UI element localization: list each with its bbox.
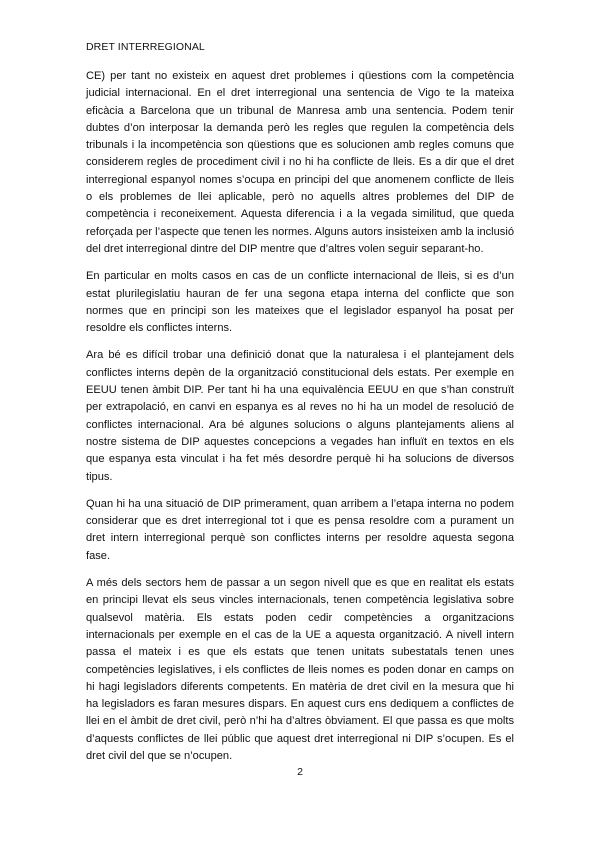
paragraph-5: A més dels sectors hem de passar a un segon nivell que es que en realitat els estats en principi llevat els seus vincles internacionals, tenen competència legislativa sobre qualsevol matèria. Els estats poden cedir competències a organitzacions internacionals per exemple en el cas de la UE a aquesta organització. A nivell intern passa el mateix i es que els estats que tenen unitats subestatals tenen unes competències legislatives, i els conflictes de lleis nomes es poden donar en camps on hi hagi legisladors diferents competents. En matèria de dret civil en la mesura que hi ha legisladors es faran mesures dispars. En aquest curs ens dediquem a conflictes de llei en el àmbit de dret civil, però n’hi ha d’altres òbviament. El que passa es que molts d’aquests conflictes de llei públic que aquest dret interregional ni DIP s’ocupen. Es el dret civil del que se n’ocupen. [86, 577, 514, 762]
running-header: DRET INTERREGIONAL [86, 41, 205, 53]
paragraph-2: En particular en molts casos en cas de un conflicte internacional de lleis, si es d’un estat plurilegislatiu hauran de fer una segona etapa interna del conflicte que son normes que en principi son les mateixes que el legislador espanyol ha posat per resoldre els conflictes interns. [86, 270, 514, 335]
page-number: 2 [297, 766, 303, 778]
paragraph-3: Ara bé es difícil trobar una definició donat que la naturalesa i el plantejament dels conflictes interns depèn de la organització constitucional dels estats. Per exemple en EEUU tenen àmbit DIP. Per tant hi ha una equivalència EEUU en que s’han construït per extrapolació, en canvi en espanya es al reves no hi ha un model de resolució de conflictes internacional. Ara bé algunes solucions o alguns plantejaments aliens al nostre sistema de DIP aquestes concepcions a vegades han influït en textos en els que espanya esta vinculat i ha fet més desordre perquè hi ha solucions de diversos tipus. [86, 349, 514, 483]
paragraph-1: CE) per tant no existeix en aquest dret problemes i qüestions com la competència judicial internacional. En el dret interregional una sentencia de Vigo te la mateixa eficàcia a Barcelona que un tribunal de Manresa amb una sentencia. Podem tenir dubtes d’on interposar la demanda però les regles que regulen la competència dels tribunals i la incompetència son qüestions que es solucionen amb regles comuns que considerem regles de procediment civil i no hi ha conflicte de lleis. Es a dir que el dret interregional espanyol nomes s’ocupa en principi del que anomenem conflicte de lleis o els problemes de llei aplicable, però no aquells altres problemes del DIP de competència i reconeixement. Aquesta diferencia i a la vegada similitud, que queda reforçada per l’aspecte que tenen les normes. Alguns autors insisteixen amb la inclusió del dret interregional dintre del DIP mentre que d’altres volen seguir separant-ho. [86, 70, 514, 255]
paragraph-4: Quan hi ha una situació de DIP primerament, quan arribem a l’etapa interna no podem considerar que es dret interregional tot i que es pensa resoldre com a purament un dret intern interregional perquè son conflictes interns per resoldre aquesta segona fase. [86, 497, 514, 562]
document-body [86, 68, 514, 775]
